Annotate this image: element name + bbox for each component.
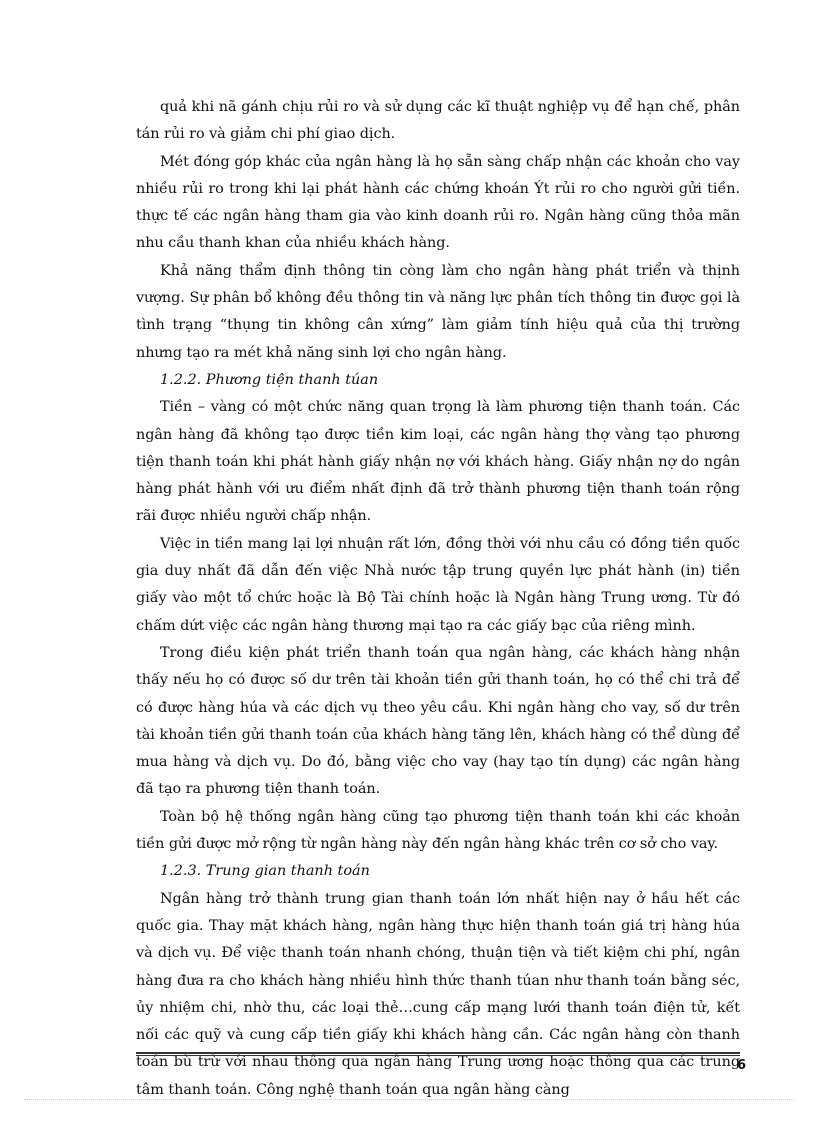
page-body (136, 94, 740, 1104)
section-heading-payment-means: 1.2.2. Phương tiện thanh túan (160, 371, 379, 388)
paragraph-information-assessment: Khả năng thẩm định thông tin còng làm cho ngân hàng phát triển và thịnh vượng. Sự phân bổ không đều thông tin và năng lực phân tích thông tin được gọi là tình trạng “thụng tin không cân xứng” làm giảm tính hiệu quả của thị trường nhưng tạo ra mét khả năng sinh lợi cho ngân hàng. (136, 262, 740, 361)
paragraph-money-printing: Việc in tiền mang lại lợi nhuận rất lớn, đồng thời với nhu cầu có đồng tiền quốc gia duy nhất đã dẫn đến việc Nhà nước tập trung quyền lực phát hành (in) tiền giấy vào một tổ chức hoặc là Bộ Tài chính hoặc là Ngân hàng Trung ương. Từ đó chấm dứt việc các ngân hàng thương mại tạo ra các giấy bạc của riêng mình. (136, 535, 740, 634)
paragraph-payment-development: Trong điều kiện phát triển thanh toán qua ngân hàng, các khách hàng nhận thấy nếu họ có được số dư trên tài khoản tiền gửi thanh toán, họ có thể chi trả để có được hàng húa và các dịch vụ theo yêu cầu. Khi ngân hàng cho vay, số dư trên tài khoản tiền gửi thanh toán của khách hàng tăng lên, khách hàng có thể dùng để mua hàng và dịch vụ. Do đó, bằng việc cho vay (hay tạo tín dụng) các ngân hàng đã tạo ra phương tiện thanh toán. (136, 644, 740, 798)
paragraph-continuation: quả khi nã gánh chịu rủi ro và sử dụng các kĩ thuật nghiệp vụ để hạn chế, phân tán rủi ro và giảm chi phí giao dịch. (136, 99, 740, 143)
page-number: 6 (736, 1058, 746, 1073)
section-heading-payment-intermediary: 1.2.3. Trung gian thanh toán (160, 863, 370, 880)
page-bottom-dotted-line (24, 1099, 794, 1100)
footer-rule (136, 1052, 740, 1056)
paragraph-payment-intermediary: Ngân hàng trở thành trung gian thanh toán lớn nhất hiện nay ở hầu hết các quốc gia. Thay mặt khách hàng, ngân hàng thực hiện thanh toán giá trị hàng húa và dịch vụ. Để việc thanh toán nhanh chóng, thuận tiện và tiết kiệm chi phí, ngân hàng đưa ra cho khách hàng nhiều hình thức thanh túan như thanh toán bằng séc, ủy nhiệm chi, nhờ thu, các loại thẻ…cung cấp mạng lưới thanh toán điện tử, kết nối các quỹ và cung cấp tiền giấy khi khách hàng cần. Các ngân hàng còn thanh toán bù trừ với nhau thông qua ngân hàng Trung ương hoặc thông qua các trung tâm thanh toán. Công nghệ thanh toán qua ngân hàng càng (136, 890, 740, 1098)
paragraph-banking-system: Toàn bộ hệ thống ngân hàng cũng tạo phương tiện thanh toán khi các khoản tiền gửi được mở rộng từ ngân hàng này đến ngân hàng khác trên cơ sở cho vay. (136, 808, 740, 853)
paragraph-bank-contribution: Mét đóng góp khác của ngân hàng là họ sẵn sàng chấp nhận các khoản cho vay nhiều rủi ro trong khi lại phát hành các chứng khoán Ýt rủi ro cho người gửi tiền. thực tế các ngân hàng tham gia vào kinh doanh rủi ro. Ngân hàng cũng thỏa mãn nhu cầu thanh khan của nhiều khách hàng. (136, 153, 740, 252)
paragraph-gold-money: Tiền – vàng có một chức năng quan trọng là làm phương tiện thanh toán. Các ngân hàng đã không tạo được tiền kim loại, các ngân hàng thợ vàng tạo phương tiện thanh toán khi phát hành giấy nhận nợ với khách hàng. Giấy nhận nợ do ngân hàng phát hành với ưu điểm nhất định đã trở thành phương tiện thanh toán rộng rãi được nhiều người chấp nhận. (136, 399, 740, 525)
